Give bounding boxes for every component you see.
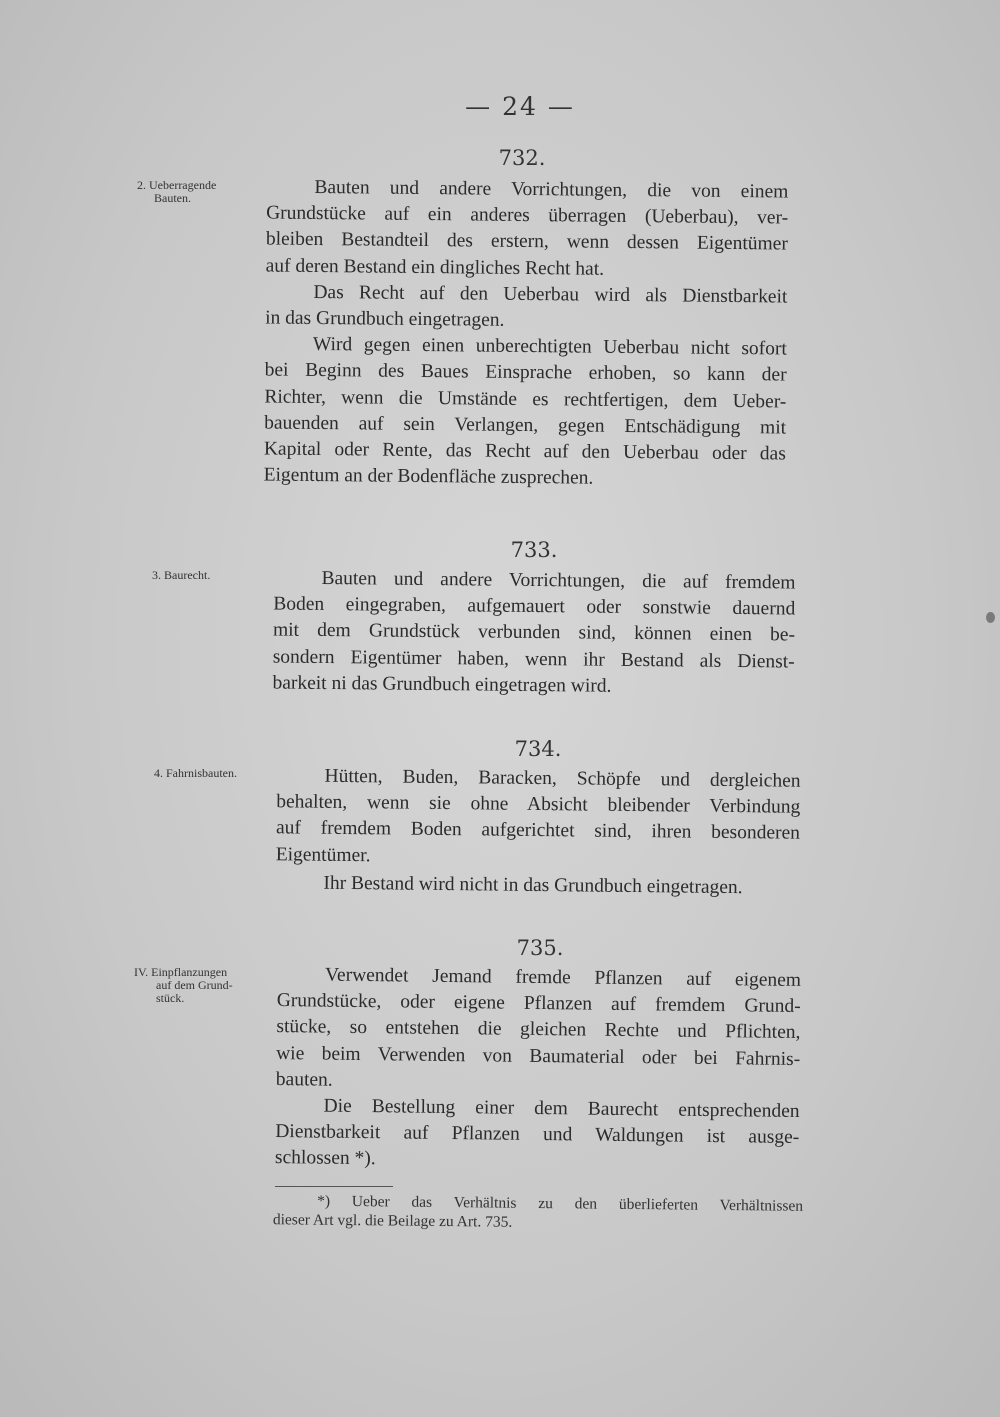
page-number: — 24 —	[465, 92, 575, 121]
text-line: Boden eingegraben, aufgemauert oder sonstwie dauernd	[273, 593, 796, 620]
text-line: bleiben Bestandteil des erstern, wenn dessen Eigentümer	[265, 228, 788, 255]
sidenote-line: stück.	[156, 991, 185, 1005]
text-line: barkeit ni das Grundbuch eingetragen wird.	[272, 672, 612, 697]
text-line: Das Recht auf den Ueberbau wird als Dienstbarkeit	[313, 281, 788, 308]
paragraph	[276, 962, 801, 1099]
text-line: bauenden auf sein Verlangen, gegen Entschädigung mit	[264, 412, 787, 439]
footnote-line: *) Ueber das Verhältnis zu den überlieferten Verhältnissen	[317, 1192, 804, 1215]
text-line: Bauten und andere Vorrichtungen, die von einem	[314, 176, 789, 203]
footnote-line: dieser Art vgl. die Beilage zu Art. 735.	[272, 1211, 513, 1231]
article-733-text	[272, 565, 795, 701]
article-735-text	[275, 962, 801, 1178]
article-number-735: 735.	[516, 936, 564, 960]
text-line: auf fremdem Boden aufgerichtet sind, ihren besonderen	[275, 817, 801, 845]
text-line: schlossen *).	[274, 1147, 376, 1170]
paragraph	[266, 175, 789, 285]
text-line: in das Grundbuch eingetragen.	[265, 307, 505, 331]
sidenote-line: Bauten.	[154, 191, 191, 205]
sidenote-line: 4. Fahrnisbauten.	[154, 766, 237, 780]
paragraph	[265, 279, 787, 336]
text-line: mit dem Grundstück verbunden sind, können einen be-	[272, 619, 796, 646]
text-line: Die Bestellung einer dem Baurecht entsprechenden	[323, 1095, 800, 1122]
text-line: Wird gegen einen unberechtigten Ueberbau nicht sofort	[312, 334, 787, 360]
article-734-text	[275, 763, 800, 901]
article-number-734: 734.	[514, 737, 562, 761]
text-line: Grundstücke, oder eigene Pflanzen auf fremdem Grund-	[276, 990, 801, 1018]
text-line: Hütten, Buden, Baracken, Schöpfe und dergleichen	[324, 765, 801, 792]
sidenote-line: 2. Ueberragende	[137, 178, 217, 192]
paragraph	[272, 565, 795, 701]
sidenote-einpflanzungen	[134, 966, 264, 1005]
text-line: Bauten und andere Vorrichtungen, die auf fremdem	[321, 567, 796, 594]
text-line: sondern Eigentümer haben, wenn ihr Bestand als Dienst-	[272, 646, 795, 673]
footnote	[273, 1191, 803, 1235]
text-line: Verwendet Jemand fremde Pflanzen auf eigenem	[324, 964, 802, 991]
sidenote-baurecht	[152, 569, 282, 582]
sidenote-ueberragende-bauten	[137, 179, 267, 205]
text-line: Eigentum an der Bodenfläche zusprechen.	[263, 464, 594, 489]
sidenote-line: IV. Einpflanzungen	[134, 965, 228, 979]
text-line: bauten.	[275, 1068, 333, 1091]
footnote-rule	[275, 1186, 393, 1187]
paragraph	[264, 332, 787, 494]
paragraph	[275, 870, 799, 902]
text-line: Ihr Bestand wird nicht in das Grundbuch eingetragen.	[323, 872, 743, 898]
text-line: Grundstücke auf ein anderes überragen (Ueberbau), ver-	[266, 202, 789, 229]
sidenote-fahrnisbauten	[154, 767, 284, 780]
article-number-732: 732.	[498, 146, 546, 170]
sidenote-line: 3. Baurecht.	[152, 568, 211, 582]
paper-speck	[986, 612, 995, 623]
article-number-733: 733.	[510, 538, 558, 562]
article-732-text	[264, 175, 789, 494]
text-line: stücke, so entstehen die gleichen Rechte und Pflichten,	[276, 1016, 801, 1044]
paragraph	[276, 763, 801, 873]
text-line: Eigentümer.	[275, 843, 371, 866]
text-line: Kapital oder Rente, das Recht auf den Ueberbau oder das	[263, 438, 786, 465]
text-line: wie beim Verwenden von Baumaterial oder bei Fahrnis-	[276, 1042, 801, 1070]
text-line: behalten, wenn sie ohne Absicht bleibender Verbindung	[276, 791, 801, 818]
paragraph	[275, 1093, 800, 1178]
text-line: Richter, wenn die Umstände es rechtfertigen, dem Ueber-	[264, 386, 787, 413]
text-line: Dienstbarkeit auf Pflanzen und Waldungen ist ausge-	[275, 1121, 800, 1149]
text-line: auf deren Bestand ein dingliches Recht hat.	[265, 255, 605, 280]
sidenote-line: auf dem Grund-	[156, 978, 233, 992]
text-line: bei Beginn des Baues Einsprache erhoben, so kann der	[264, 359, 787, 386]
